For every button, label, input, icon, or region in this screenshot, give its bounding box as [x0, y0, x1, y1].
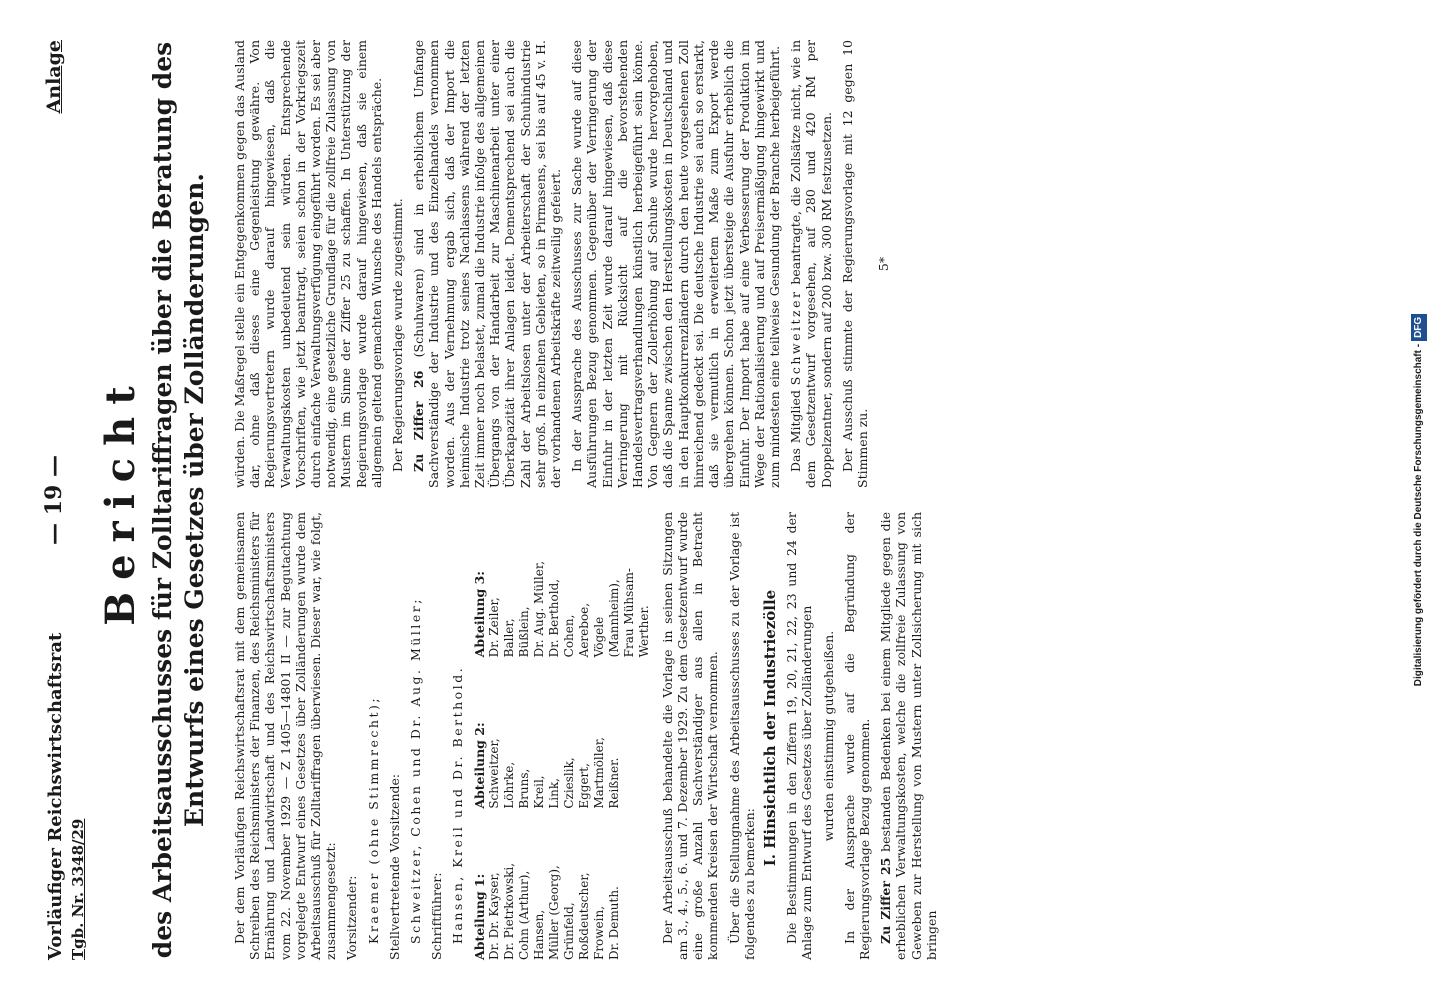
member-name: Schweitzer	[788, 289, 804, 386]
member: Vögele	[591, 616, 606, 658]
member: (Mannheim),	[606, 579, 621, 658]
member: Kreil,	[531, 775, 546, 809]
abteilung-heading: Abteilung 1:	[471, 873, 487, 960]
section-heading: I. Hinsichtlich der Industriezölle	[761, 589, 780, 867]
member: Frau Mühsam-	[621, 568, 636, 658]
member: Link,	[546, 778, 561, 809]
member: Werther.	[636, 605, 651, 658]
abteilung-heading: Abteilung 3:	[471, 571, 487, 658]
member: Löhrke,	[501, 761, 516, 809]
member: Martmöller,	[591, 737, 606, 809]
document-page	[27, 0, 1407, 1000]
member: Dr. Aug. Müller,	[531, 560, 546, 658]
paragraph-text: bestanden Bedenken bei einem Mitgliede gegen die erheblichen Verwaltungskosten, welche die zollfreie Zulassung von Geweben zur Herstellung von Mustern unter Zollsicherung mit sich bringen	[878, 512, 939, 960]
sidebar-credit	[1411, 20, 1427, 980]
abteilungen	[472, 512, 652, 960]
abteilung-2	[472, 663, 652, 808]
paragraph	[788, 40, 834, 488]
document-title: Bericht	[97, 374, 144, 626]
member: Eggert,	[576, 763, 591, 809]
member: Aereboe,	[576, 602, 591, 658]
credit-text: Digitalisierung gefördert durch die Deutsche Forschungsgemeinschaft -	[1413, 343, 1424, 687]
schrift-names: Hansen, Kreil und Dr. Berthold.	[450, 665, 466, 944]
member: Dr. Demuth.	[606, 886, 621, 960]
member: Grünfeld,	[561, 902, 576, 960]
paragraph: Der dem Vorläufigen Reichswirtschaftsrat mit dem gemeinsamen Schreiben des Reichsministers der Finanzen, des Reichsministers für Ernährung und Landwirtschaft und des Reichswirtschaftsministers vom 22. November 1929 — Z 1405—14801 II — zur Begutachtung vorgelegte Entwurf eines Gesetzes über Zolländerungen wurde dem Arbeitsausschuß für Zolltariffragen überwiesen. Dieser war, wie folgt, zusammengesetzt:	[232, 512, 339, 960]
paragraph-text: (Schuhwaren) sind in erheblichem Umfange Sachverständige der Industrie und des Einzelhandels vernommen worden. Aus der Vernehmung ergab sich, daß der Import die heimische Industrie trotz seines Nachlassens während der letzten Zeit immer noch belastet, zumal die Industrie infolge des allgemeinen Übergangs von der Handarbeit zur Maschinenarbeit unter einer Überkapazität ihrer Anlagen leidet. Dementsprechend sei auch die Zahl der Arbeitslosen unter der Arbeiterschaft der Schuhindustrie sehr groß. In einzelnen Gebieten, so in Pirmasens, sei bis auf 45 v. H. der vorhandenen Arbeitskräfte zeitweilig gefeiert.	[411, 39, 564, 488]
member: Büßlein,	[516, 606, 531, 658]
member: Czieslik,	[561, 757, 576, 809]
vorsitz-name: Kraemer (ohne Stimmrecht);	[365, 695, 381, 944]
abteilung-3	[472, 512, 652, 657]
member: Dr. Berthold,	[546, 578, 561, 658]
stellv-names: Schweitzer, Cohen und Dr. Aug. Müller;	[408, 597, 424, 944]
abteilung-1	[472, 815, 652, 960]
dfg-logo: DFG	[1411, 314, 1427, 341]
schrift-label: Schriftführer:	[429, 872, 445, 960]
text-columns	[232, 40, 945, 960]
paragraph: Der Regierungsvorlage wurde zugestimmt.	[390, 198, 406, 472]
vorsitz-label: Vorsitzender:	[344, 875, 360, 960]
member: Bruns,	[516, 768, 531, 809]
header-left	[45, 633, 89, 960]
ziffer-label: Zu Ziffer 26	[411, 370, 427, 472]
paragraph: In der Aussprache des Ausschusses zur Sache wurde auf diese Ausführungen Bezug genommen. Gegenüber der Verringerung der Einfuhr in der letzten Zeit wurde darauf hingewiesen, daß diese Verringerung mit Rücksicht auf die bevorstehenden Handelsvertragsverhandlungen künstlich herbeigeführt sein könne. Von Gegnern der Zollerhöhung auf Schuhe wurde hervorgehoben, daß die Spanne zwischen den Herstellungskosten in Deutschland und in den Hauptkonkurrenzländern durch den heute vorgesehenen Zoll hinreichend gedeckt sei. Die deutsche Industrie sei auch so erstarkt, daß sie vermutlich in erweitertem Maße zum Export werde übergehen können. Schon jetzt übersteige die Ausfuhr erheblich die Einfuhr. Der Import habe auf eine Verbesserung der Produktion im Wege der Rationalisierung und auf Preisermäßigung hingewirkt und zum mindesten eine teilweise Gesundung der Branche herbeigeführt.	[569, 40, 782, 488]
footer-mark: 5*	[876, 256, 892, 272]
document-subtitle: des Arbeitsausschusses für Zolltariffragen über die Beratung des Entwurfs eines Gesetzes über Zolländerungen.	[148, 41, 209, 959]
reference-number: Tgb. Nr. 3348/29	[69, 818, 87, 960]
paragraph-text: beantragte, die Zollsätze nicht, wie in dem Gesetzentwurf vorgesehen, auf 280 und 420 RM per Doppelzentner, sondern auf 200 bzw. 300 RM festzusetzen.	[788, 40, 834, 488]
column-left	[232, 512, 945, 960]
paragraph: In der Aussprache wurde auf die Begründung der Regierungsvorlage Bezug genommen.	[841, 512, 873, 960]
paragraph: Die Bestimmungen in den Ziffern 19, 20, 21, 22, 23 und 24 der Anlage zum Entwurf des Gesetzes über Zolländerungen	[784, 512, 815, 960]
ziffer-label: Zu Ziffer 25	[878, 857, 894, 944]
member: Cohn (Arthur),	[516, 870, 531, 960]
member: Dr. Zeiler,	[486, 597, 501, 658]
paragraph: Der Ausschuß stimmte der Regierungsvorlage mit 12 gegen 10 Stimmen zu.	[839, 40, 870, 488]
member: Müller (Georg),	[546, 865, 561, 960]
stellv-label: Stellvertretende Vorsitzende:	[386, 773, 402, 960]
paragraph-text: Das Mitglied	[788, 385, 804, 472]
member: Cohen,	[561, 614, 576, 658]
member: Frowein,	[591, 905, 606, 960]
abteilung-heading: Abteilung 2:	[471, 722, 487, 809]
anlage-label: Anlage	[43, 40, 65, 114]
member: Reißner.	[606, 757, 621, 809]
paragraph	[878, 512, 939, 960]
paragraph	[411, 40, 563, 488]
member: Roßdeutscher,	[576, 872, 591, 960]
org-name: Vorläufiger Reichswirtschaftsrat	[45, 632, 66, 960]
column-right	[232, 40, 945, 488]
member: Hansen,	[531, 909, 546, 960]
paragraph: würden. Die Maßregel stelle ein Entgegenkommen gegen das Ausland dar, ohne daß dieses eine Gegenleistung gewähre. Von Regierungsvertretern wurde darauf hingewiesen, daß die Verwaltungskosten unbedeutend sein würden. Entsprechende Vorschriften, wie jetzt beantragt, seien schon in der Vorkriegszeit durch einfache Verwaltungsverfügung eingeführt worden. Es sei aber notwendig, eine gesetzliche Grundlage für die zollfreie Zulassung von Mustern im Sinne der Ziffer 25 zu schaffen. In Unterstützung der Regierungsvorlage wurde darauf hingewiesen, daß sie einem allgemein geltend gemachten Wunsche des Handels entspräche.	[232, 40, 384, 488]
paragraph: wurden einstimmig gutgeheißen.	[820, 630, 836, 842]
page-number: — 19 —	[41, 455, 67, 545]
paragraph: Der Arbeitsausschuß behandelte die Vorlage in seinen Sitzungen am 3., 4., 5., 6. und 7. Dezember 1929. Zu dem Gesetzentwurf wurde eine große Anzahl Sachverständiger aus allen in Betracht kommenden Kreisen der Wirtschaft vernommen.	[659, 512, 721, 960]
member: Baller,	[501, 618, 516, 658]
member: Dr. Pietrkowski,	[501, 862, 516, 960]
member: Dr. Dr. Kayser,	[486, 872, 501, 960]
member: Schweitzer,	[486, 738, 501, 809]
paragraph: Über die Stellungnahme des Arbeitsausschusses zu der Vorlage ist folgendes zu bemerken:	[726, 512, 757, 960]
